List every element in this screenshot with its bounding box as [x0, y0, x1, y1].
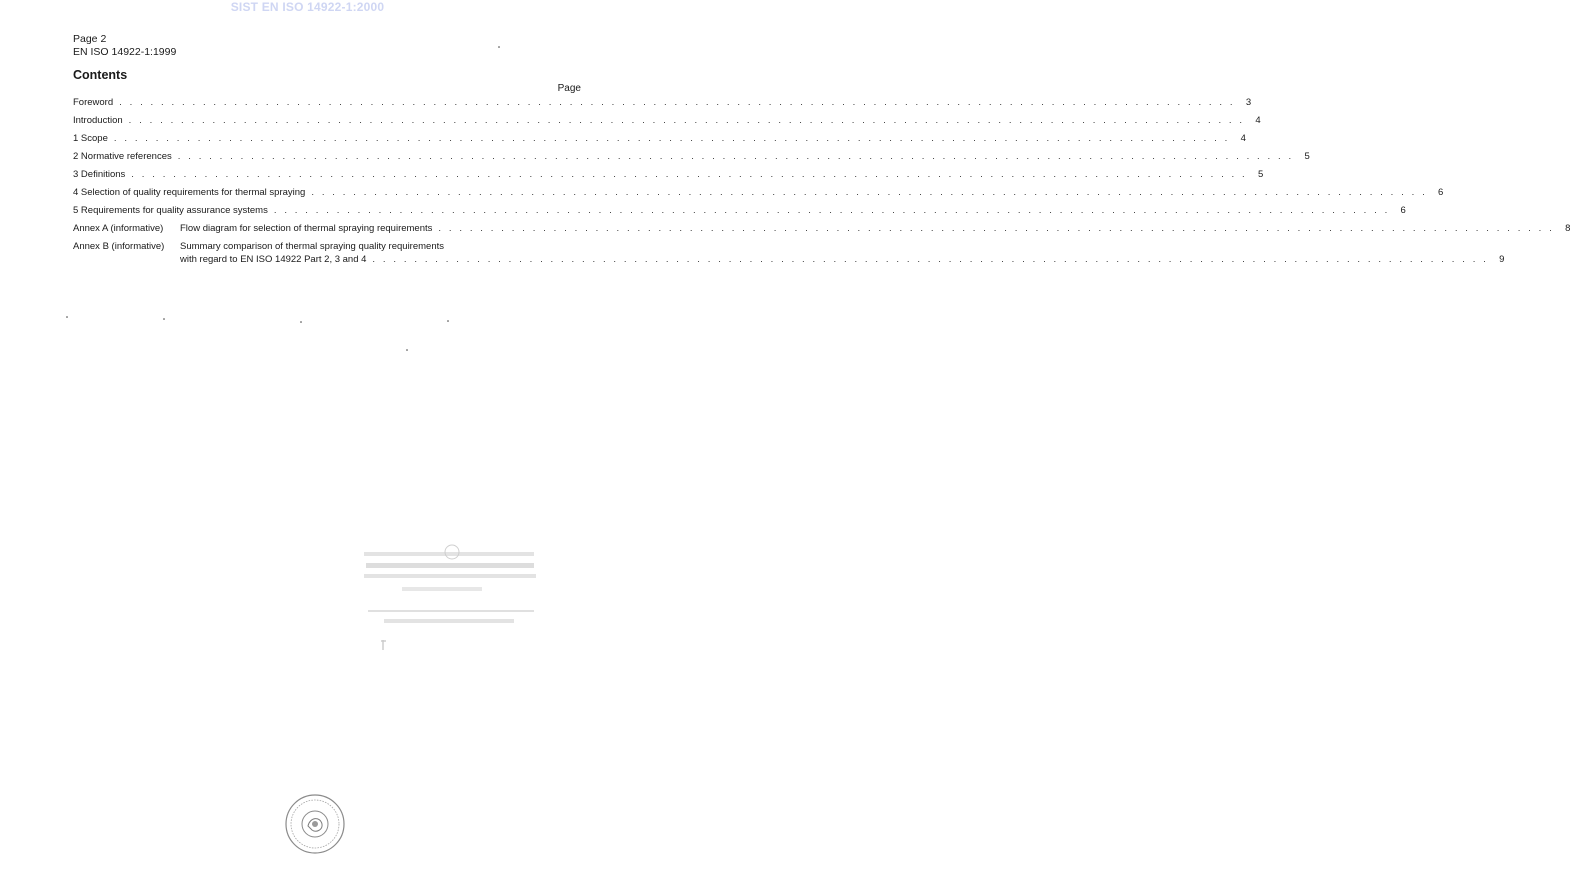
toc-entry-definitions[interactable] — [73, 169, 1264, 187]
toc-entry-title: 3 Definitions — [73, 169, 126, 180]
toc-leader-dots: . . . . . . . . . . . . . . . . . . . . . . . . . . . . . . . . . . . . . . . . . . . . . . . . . . . . . . . . . . . . . . . . . . . . . . . . . . . . . . . . . . . . . . . . . . . . . . . . . . . . . . . . . . . — [311, 187, 1428, 198]
page-header — [73, 33, 176, 59]
page-column-label: Page — [557, 83, 581, 94]
toc-entry-page: 9 — [1499, 254, 1505, 265]
toc-leader-dots: . . . . . . . . . . . . . . . . . . . . . . . . . . . . . . . . . . . . . . . . . . . . . . . . . . . . . . . . . . . . . . . . . . . . . . . . . . . . . . . . . . . . . . . . . . . . . . . . . . . . . . . . . . . — [119, 97, 1236, 108]
annex-title: Flow diagram for selection of thermal spraying requirements — [180, 223, 433, 234]
toc-entry-page: 4 — [1240, 133, 1246, 144]
toc-leader-dots: . . . . . . . . . . . . . . . . . . . . . . . . . . . . . . . . . . . . . . . . . . . . . . . . . . . . . . . . . . . . . . . . . . . . . . . . . . . . . . . . . . . . . . . . . . . . . . . . . . . . . . . . . . . — [273, 205, 1390, 216]
scan-speck — [300, 321, 302, 323]
toc-entry-page: 8 — [1565, 223, 1570, 234]
annex-b-second-line — [73, 254, 1505, 265]
toc-entry-page: 5 — [1304, 151, 1310, 162]
toc-entry-foreword[interactable] — [73, 97, 1252, 115]
toc-entry-title: 5 Requirements for quality assurance systems — [73, 205, 268, 216]
toc-entry-annex-b[interactable] — [73, 241, 1505, 271]
toc-entry-annex-a[interactable] — [73, 223, 1570, 241]
round-seal-icon — [284, 793, 346, 855]
toc-entry-page: 3 — [1245, 97, 1252, 108]
toc-entry-title — [73, 223, 432, 234]
scan-speck — [163, 318, 165, 320]
toc-entry-scope[interactable] — [73, 133, 1246, 151]
toc-entry-page: 6 — [1400, 205, 1406, 216]
toc-leader-dots: . . . . . . . . . . . . . . . . . . . . . . . . . . . . . . . . . . . . . . . . . . . . . . . . . . . . . . . . . . . . . . . . . . . . . . . . . . . . . . . . . . . . . . . . . . . . . . . . . . . . . . . . . . . — [438, 223, 1555, 234]
toc-entry-quality-assurance-systems[interactable] — [73, 205, 1406, 223]
toc-entry-title: 2 Normative references — [73, 151, 172, 162]
toc-entry-selection-quality-requirements[interactable] — [73, 187, 1444, 205]
toc-entry-title: 1 Scope — [73, 133, 108, 144]
contents-heading: Contents — [73, 68, 128, 82]
scan-speck — [406, 349, 408, 351]
annex-title-line2: with regard to EN ISO 14922 Part 2, 3 and 4 — [180, 254, 367, 265]
annex-label: Annex B (informative) — [73, 241, 165, 252]
toc-entry-page: 4 — [1255, 115, 1261, 126]
toc-leader-dots: . . . . . . . . . . . . . . . . . . . . . . . . . . . . . . . . . . . . . . . . . . . . . . . . . . . . . . . . . . . . . . . . . . . . . . . . . . . . . . . . . . . . . . . . . . . . . . . . . . . . . . . . . . . — [372, 254, 1489, 265]
toc-leader-dots: . . . . . . . . . . . . . . . . . . . . . . . . . . . . . . . . . . . . . . . . . . . . . . . . . . . . . . . . . . . . . . . . . . . . . . . . . . . . . . . . . . . . . . . . . . . . . . . . . . . . . . . . . . . — [131, 169, 1248, 180]
toc-leader-dots: . . . . . . . . . . . . . . . . . . . . . . . . . . . . . . . . . . . . . . . . . . . . . . . . . . . . . . . . . . . . . . . . . . . . . . . . . . . . . . . . . . . . . . . . . . . . . . . . . . . . . . . . . . . — [177, 151, 1294, 162]
standard-reference: EN ISO 14922-1:1999 — [73, 46, 177, 58]
toc-entry-title: Foreword — [73, 97, 114, 108]
scan-speck — [447, 320, 449, 322]
toc-entry-normative-references[interactable] — [73, 151, 1310, 169]
table-of-contents — [73, 97, 1570, 271]
annex-label: Annex A (informative) — [73, 223, 164, 234]
scan-speck — [66, 316, 68, 318]
toc-entry-page: 6 — [1438, 187, 1444, 198]
annex-b-first-line — [73, 241, 582, 254]
page-number: Page 2 — [73, 33, 107, 45]
faded-ink-stamp-icon — [362, 544, 540, 654]
toc-entry-page: 5 — [1257, 169, 1264, 180]
toc-entry-title: 4 Selection of quality requirements for thermal spraying — [73, 187, 306, 198]
toc-entry-introduction[interactable] — [73, 115, 1261, 133]
scan-speck — [498, 46, 500, 48]
document-watermark: SIST EN ISO 14922-1:2000 — [230, 0, 385, 14]
toc-leader-dots: . . . . . . . . . . . . . . . . . . . . . . . . . . . . . . . . . . . . . . . . . . . . . . . . . . . . . . . . . . . . . . . . . . . . . . . . . . . . . . . . . . . . . . . . . . . . . . . . . . . . . . . . . . . — [128, 115, 1245, 126]
toc-entry-title: Introduction — [73, 115, 123, 126]
annex-title-line1: Summary comparison of thermal spraying quality requirements — [180, 241, 444, 252]
toc-leader-dots: . . . . . . . . . . . . . . . . . . . . . . . . . . . . . . . . . . . . . . . . . . . . . . . . . . . . . . . . . . . . . . . . . . . . . . . . . . . . . . . . . . . . . . . . . . . . . . . . . . . . . . . . . . . — [113, 133, 1230, 144]
